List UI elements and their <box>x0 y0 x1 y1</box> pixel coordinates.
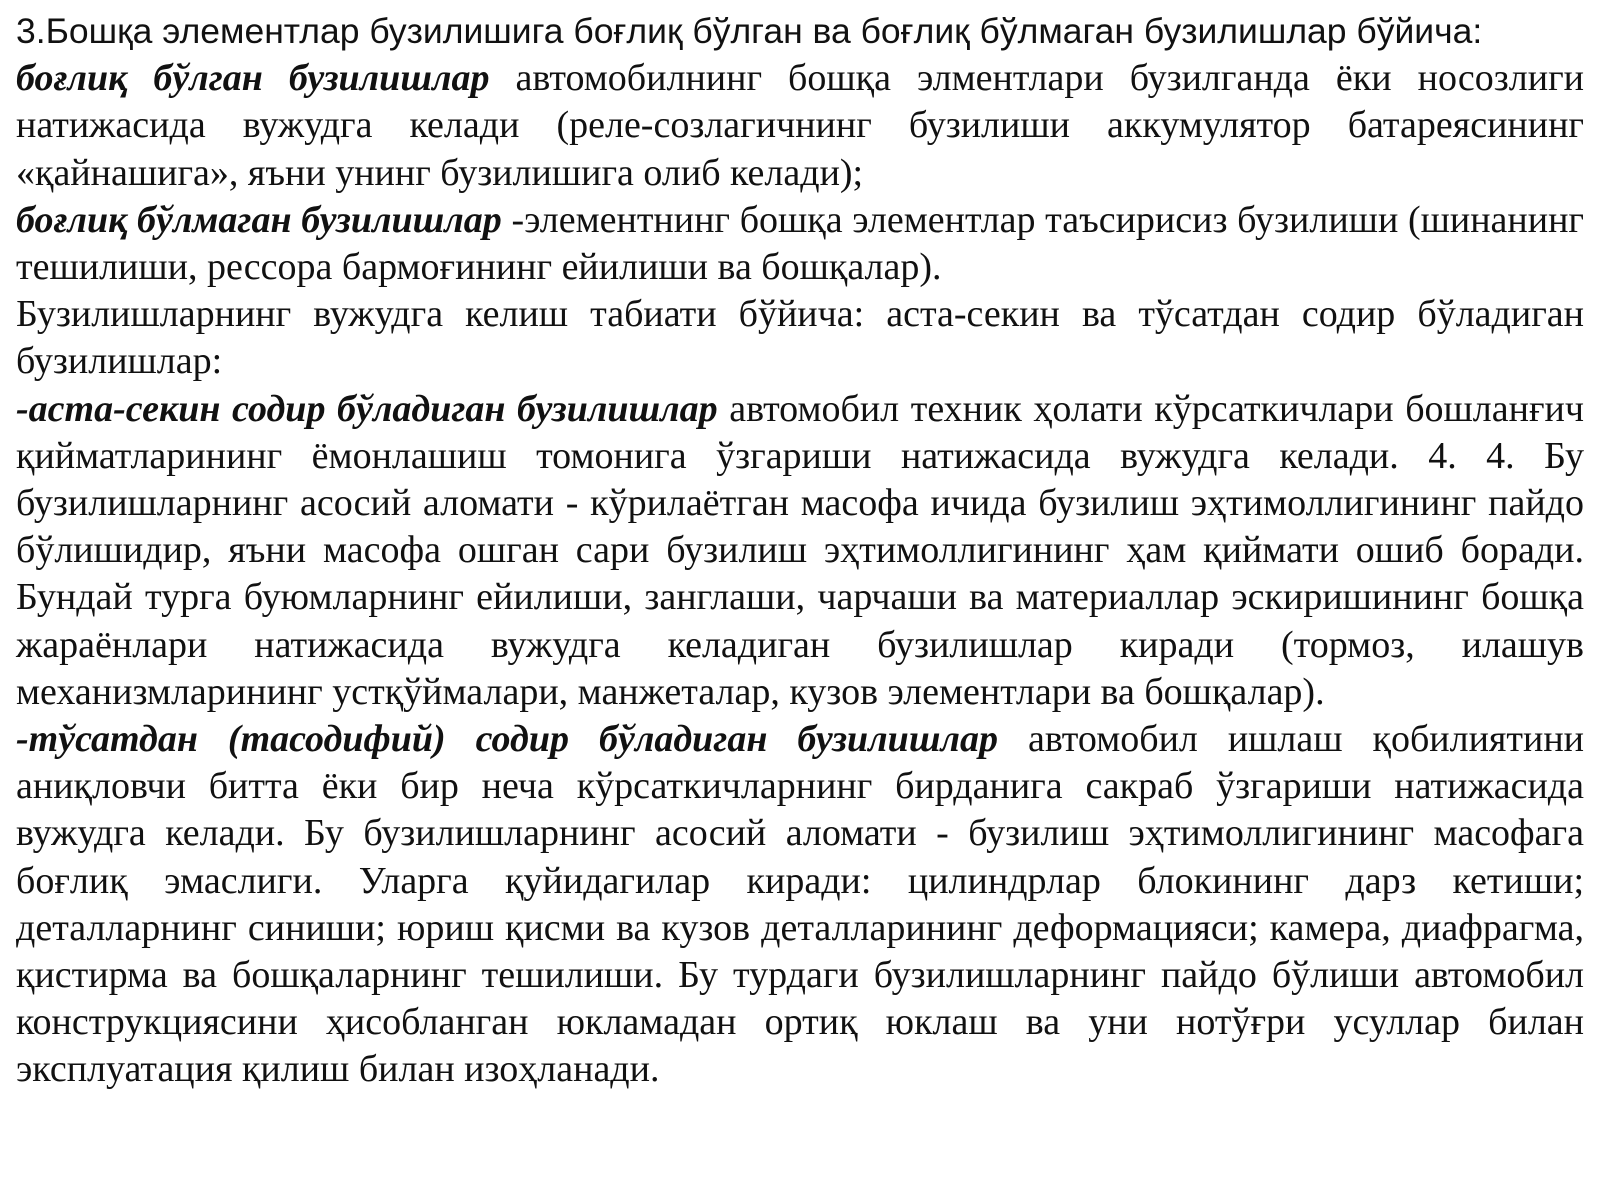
term-independent-failures: боғлиқ бўлмаган бузилишлар <box>16 198 502 241</box>
paragraph-text: автомобил техник ҳолати кўрсаткичлари бошланғич қийматларининг ёмонлашиш томонига ўзгариши натижасида вужудга келади. 4. 4. Бу бузилишларнинг асосий аломати - кўрилаётган масофа ичида бузилиш эҳтимоллигининг пайдо бўлишидир, яъни масофа ошган сари бузилиш эҳтимоллигининг ҳам қиймати ошиб боради. Бундай турга буюмларнинг ейилиши, занглаши, чарчаши ва материаллар эскиришининг бошқа жараёнлари натижасида вужудга келадиган бузилишлар киради (тормоз, илашув механизмларининг устқўймалари, манжеталар, кузов элементлари ва бошқалар). <box>16 387 1584 713</box>
term-gradual-failures: -аста-секин содир бўладиган бузилишлар <box>16 387 718 430</box>
paragraph-classification-by-nature <box>16 291 1584 385</box>
paragraph-text: автомобилнинг бошқа элментлари бузилганда ёки носозлиги натижасида вужудга келади (реле-созлагичнинг бузилиши аккумулятор батареясининг «қайнашига», яъни унинг бузилишига олиб келади); <box>16 57 1584 194</box>
term-dependent-failures: боғлиқ бўлган бузилишлар <box>16 57 490 100</box>
paragraph-text: Бузилишларнинг вужудга келиш табиати бўйича: аста-секин ва тўсатдан содир бўладиган бузилишлар: <box>16 293 1584 383</box>
paragraph-sudden-failures <box>16 716 1584 1094</box>
paragraph-classification-by-dependency <box>16 8 1584 55</box>
paragraph-dependent-failures <box>16 55 1584 197</box>
term-sudden-failures: -тўсатдан (тасодифий) содир бўладиган бузилишлар <box>16 718 998 761</box>
paragraph-independent-failures <box>16 197 1584 291</box>
paragraph-gradual-failures <box>16 386 1584 716</box>
paragraph-text: автомобил ишлаш қобилиятини аниқловчи битта ёки бир неча кўрсаткичларнинг бирданига сакраб ўзгариши натижасида вужудга келади. Бу бузилишларнинг асосий аломати - бузилиш эҳтимоллигининг масофага боғлиқ эмаслиги. Уларга қуйидагилар киради: цилиндрлар блокининг дарз кетиши; деталларнинг синиши; юриш қисми ва кузов деталларининг деформацияси; камера, диафрагма, қистирма ва бошқаларнинг тешилиши. Бу турдаги бузилишларнинг пайдо бўлиши автомобил конструкциясини ҳисобланган юкламадан ортиқ юклаш ва уни нотўғри усуллар билан эксплуатация қилиш билан изоҳланади. <box>16 718 1585 1091</box>
paragraph-text: -элементнинг бошқа элементлар таъсирисиз бузилиши (шинанинг тешилиши, рессора бармоғининг ейилиши ва бошқалар). <box>16 198 1584 289</box>
paragraph-text: 3.Бошқа элементлар бузилишига боғлиқ бўлган ва боғлиқ бўлмаган бузилишлар бўйича: <box>16 11 1483 51</box>
